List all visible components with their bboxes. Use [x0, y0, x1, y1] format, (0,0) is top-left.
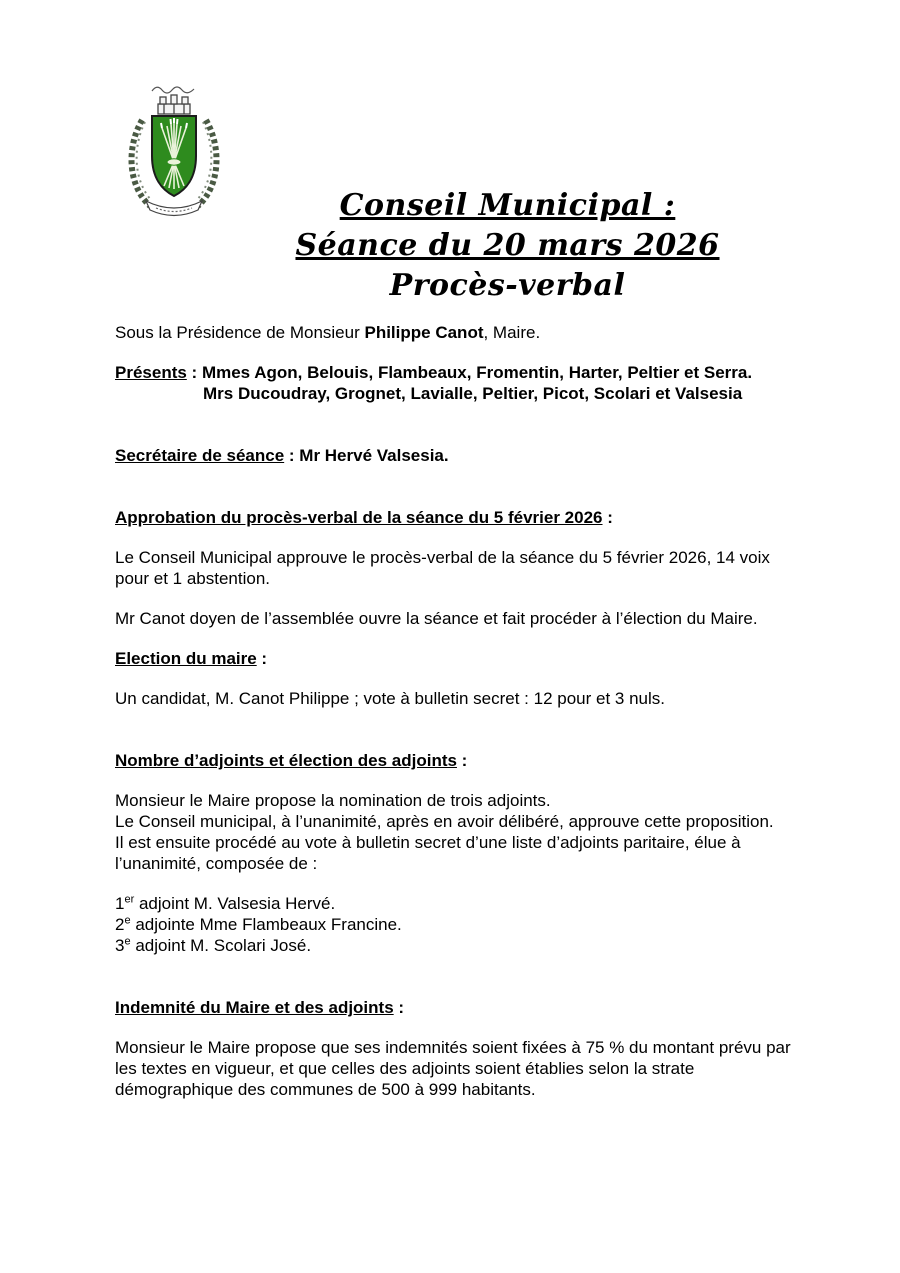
presents-mmes: Mmes Agon, Belouis, Flambeaux, Fromentin, Harter, Peltier et Serra. — [201, 363, 753, 382]
secretaire-separator: : — [284, 446, 300, 465]
adjoint-number: 1 — [115, 894, 125, 913]
heading-colon: : — [256, 649, 268, 668]
adjoint-text: adjoint M. Scolari José. — [130, 936, 312, 955]
presidence-line — [115, 322, 793, 343]
section-heading-adjoints — [115, 750, 793, 771]
adjoint-text: adjoint M. Valsesia Hervé. — [134, 894, 336, 913]
paragraph-adjoints-3: Il est ensuite procédé au vote à bulletin secret d’une liste d’adjoints paritaire, élue à l’unanimité, composée de : — [115, 833, 741, 873]
heading-text: Approbation du procès-verbal de la séance du 5 février 2026 — [115, 508, 603, 527]
paragraph-adjoints-2: Le Conseil municipal, à l’unanimité, après en avoir délibéré, approuve cette proposition. — [115, 812, 774, 831]
president-name: Philippe Canot — [364, 323, 484, 342]
presents-block — [115, 362, 793, 404]
paragraph-adjoints-1: Monsieur le Maire propose la nomination de trois adjoints. — [115, 791, 551, 810]
section-heading-election — [115, 648, 793, 669]
heading-colon: : — [602, 508, 613, 527]
heading-colon: : — [456, 751, 468, 770]
presidence-suffix: , Maire. — [483, 323, 541, 342]
heading-text: Election du maire — [115, 649, 257, 668]
shield-icon — [152, 116, 196, 196]
adjoint-number: 2 — [115, 915, 125, 934]
section-heading-indemnite — [115, 997, 793, 1018]
document-title — [115, 186, 900, 306]
presents-separator: : — [186, 363, 202, 382]
title-line-3: Procès-verbal — [389, 268, 626, 303]
paragraph-approbation-2: Mr Canot doyen de l’assemblée ouvre la séance et fait procéder à l’élection du Maire. — [115, 609, 758, 628]
adjoint-ordinal-suffix: e — [124, 914, 131, 927]
secretaire-value: Mr Hervé Valsesia. — [299, 446, 449, 465]
adjoint-ordinal-suffix: er — [124, 893, 135, 906]
paragraph-approbation-1: Le Conseil Municipal approuve le procès-verbal de la séance du 5 février 2026, 14 voix pour et 1 abstention. — [115, 548, 770, 588]
heading-text: Indemnité du Maire et des adjoints — [115, 998, 394, 1017]
document-body — [115, 322, 793, 1100]
paragraph-election-1: Un candidat, M. Canot Philippe ; vote à bulletin secret : 12 pour et 3 nuls. — [115, 689, 665, 708]
adjoint-line-2 — [115, 914, 793, 935]
secretaire-line — [115, 445, 793, 466]
presidence-prefix: Sous la Présidence de Monsieur — [115, 323, 365, 342]
paragraph-indemnite-1: Monsieur le Maire propose que ses indemnités soient fixées à 75 % du montant prévu par les textes en vigueur, et que celles des adjoints soient établies selon la strate démographique des communes de 500 à 999 habitants. — [115, 1038, 791, 1099]
title-line-1: Conseil Municipal : — [339, 188, 676, 223]
adjoint-text: adjointe Mme Flambeaux Francine. — [130, 915, 402, 934]
secretaire-label: Secrétaire de séance — [115, 446, 285, 465]
title-line-2: Séance du 20 mars 2026 — [295, 228, 720, 263]
heading-text: Nombre d’adjoints et élection des adjoints — [115, 751, 457, 770]
presents-label: Présents — [115, 363, 187, 382]
adjoint-ordinal-suffix: e — [124, 935, 131, 948]
adjoint-number: 3 — [115, 936, 125, 955]
emblem-top-script — [152, 87, 194, 93]
adjoint-line-1 — [115, 893, 793, 914]
mural-crown-icon — [158, 95, 190, 114]
adjoint-line-3 — [115, 935, 793, 956]
presents-mrs: Mrs Ducoudray, Grognet, Lavialle, Peltier, Picot, Scolari et Valsesia — [203, 384, 743, 403]
section-heading-approbation — [115, 507, 793, 528]
heading-colon: : — [393, 998, 405, 1017]
